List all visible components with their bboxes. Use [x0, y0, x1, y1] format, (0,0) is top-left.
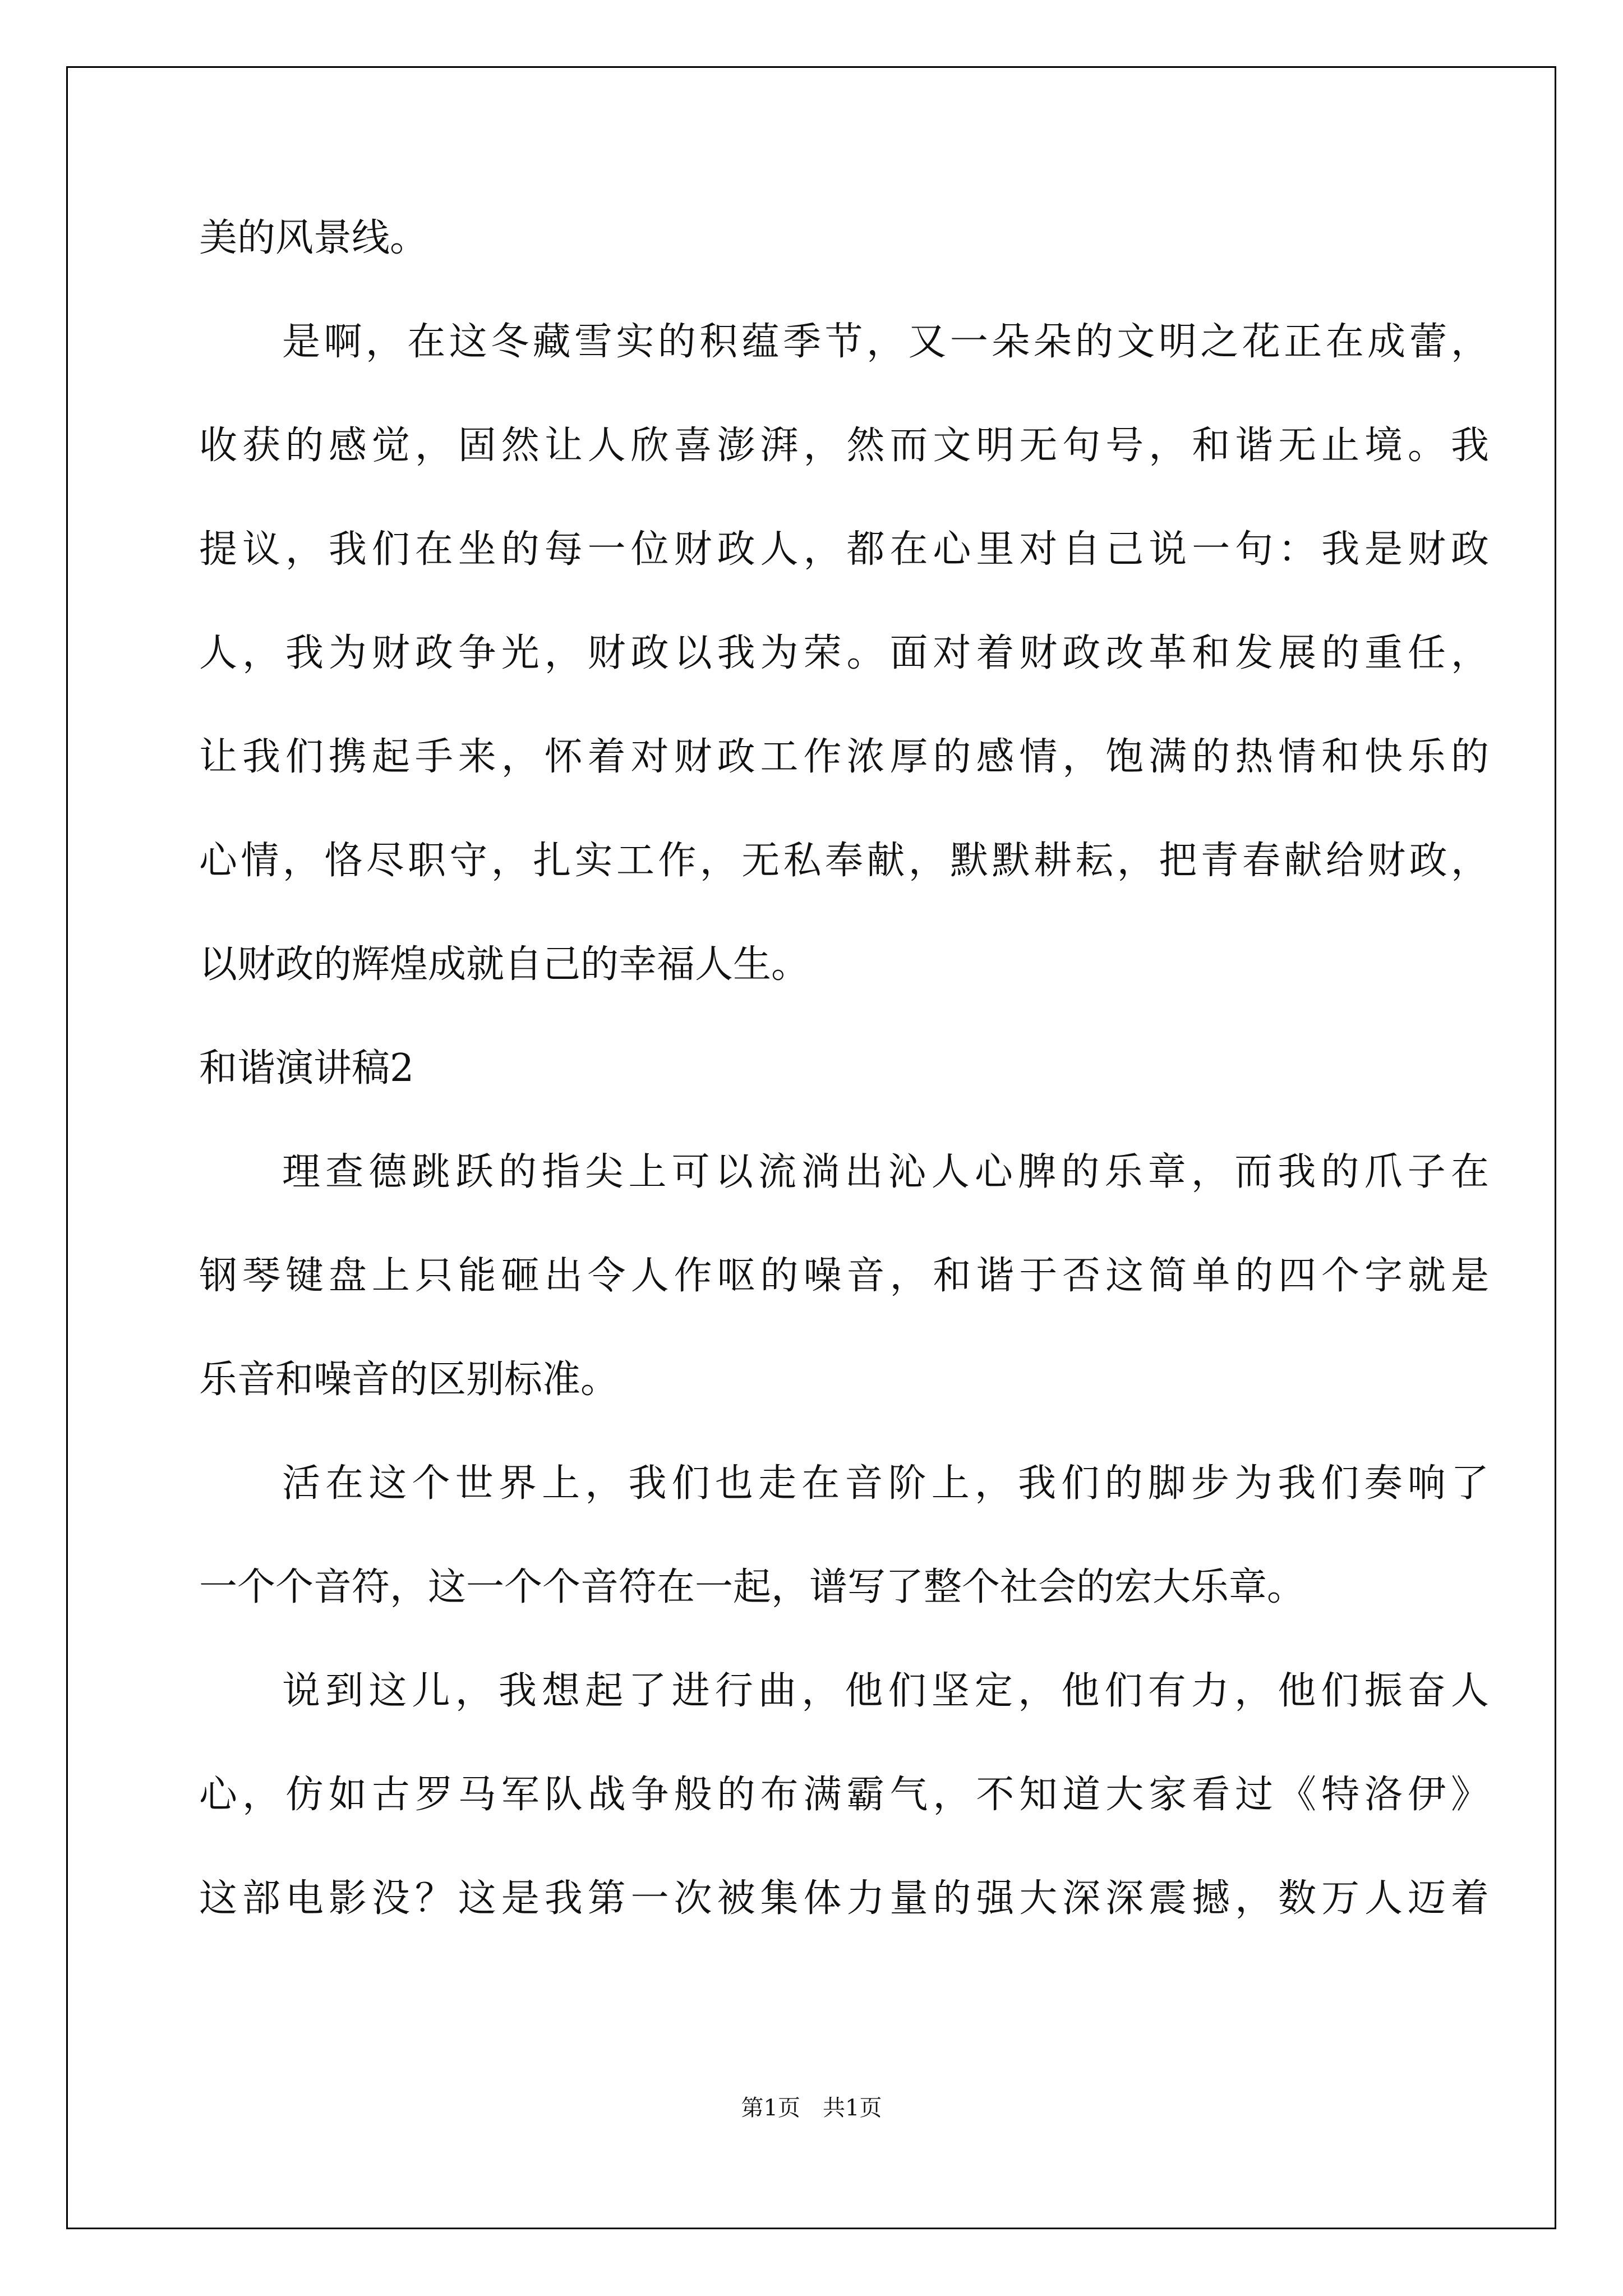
paragraph-line: 理查德跳跃的指尖上可以流淌出沁人心脾的乐章，而我的爪子在 [282, 1150, 1489, 1194]
paragraph-line: 心，仿如古罗马军队战争般的布满霸气，不知道大家看过《特洛伊》 [199, 1773, 1489, 1817]
paragraph-line: 是啊，在这冬藏雪实的积蕴季节，又一朵朵的文明之花正在成蕾， [282, 320, 1489, 364]
section-heading: 和谐演讲稿2 [199, 1046, 414, 1091]
paragraph-line: 心情，恪尽职守，扎实工作，无私奉献，默默耕耘，把青春献给财政， [199, 839, 1489, 883]
paragraph-line: 活在这个世界上，我们也走在音阶上，我们的脚步为我们奏响了 [282, 1461, 1489, 1506]
paragraph-line: 人，我为财政争光，财政以我为荣。面对着财政改革和发展的重任， [199, 631, 1489, 675]
page-number-footer: 第1页 共1页 [741, 2095, 882, 2121]
paragraph-line: 乐音和噪音的区别标准。 [199, 1358, 619, 1402]
paragraph-line: 钢琴键盘上只能砸出令人作呕的噪音，和谐于否这简单的四个字就是 [199, 1254, 1489, 1298]
paragraph-line: 一个个音符，这一个个音符在一起，谱写了整个社会的宏大乐章。 [199, 1565, 1306, 1609]
paragraph-line: 说到这儿，我想起了进行曲，他们坚定，他们有力，他们振奋人 [282, 1669, 1489, 1713]
paragraph-line: 这部电影没？这是我第一次被集体力量的强大深深震撼，数万人迈着 [199, 1876, 1489, 1921]
paragraph-line: 让我们携起手来，怀着对财政工作浓厚的感情，饱满的热情和快乐的 [199, 735, 1489, 779]
paragraph-line: 以财政的辉煌成就自己的幸福人生。 [199, 942, 810, 987]
paragraph-line: 收获的感觉，固然让人欣喜澎湃，然而文明无句号，和谐无止境。我 [199, 424, 1489, 468]
paragraph-line: 提议，我们在坐的每一位财政人，都在心里对自己说一句：我是财政 [199, 527, 1489, 572]
paragraph-line: 美的风景线。 [199, 216, 428, 260]
